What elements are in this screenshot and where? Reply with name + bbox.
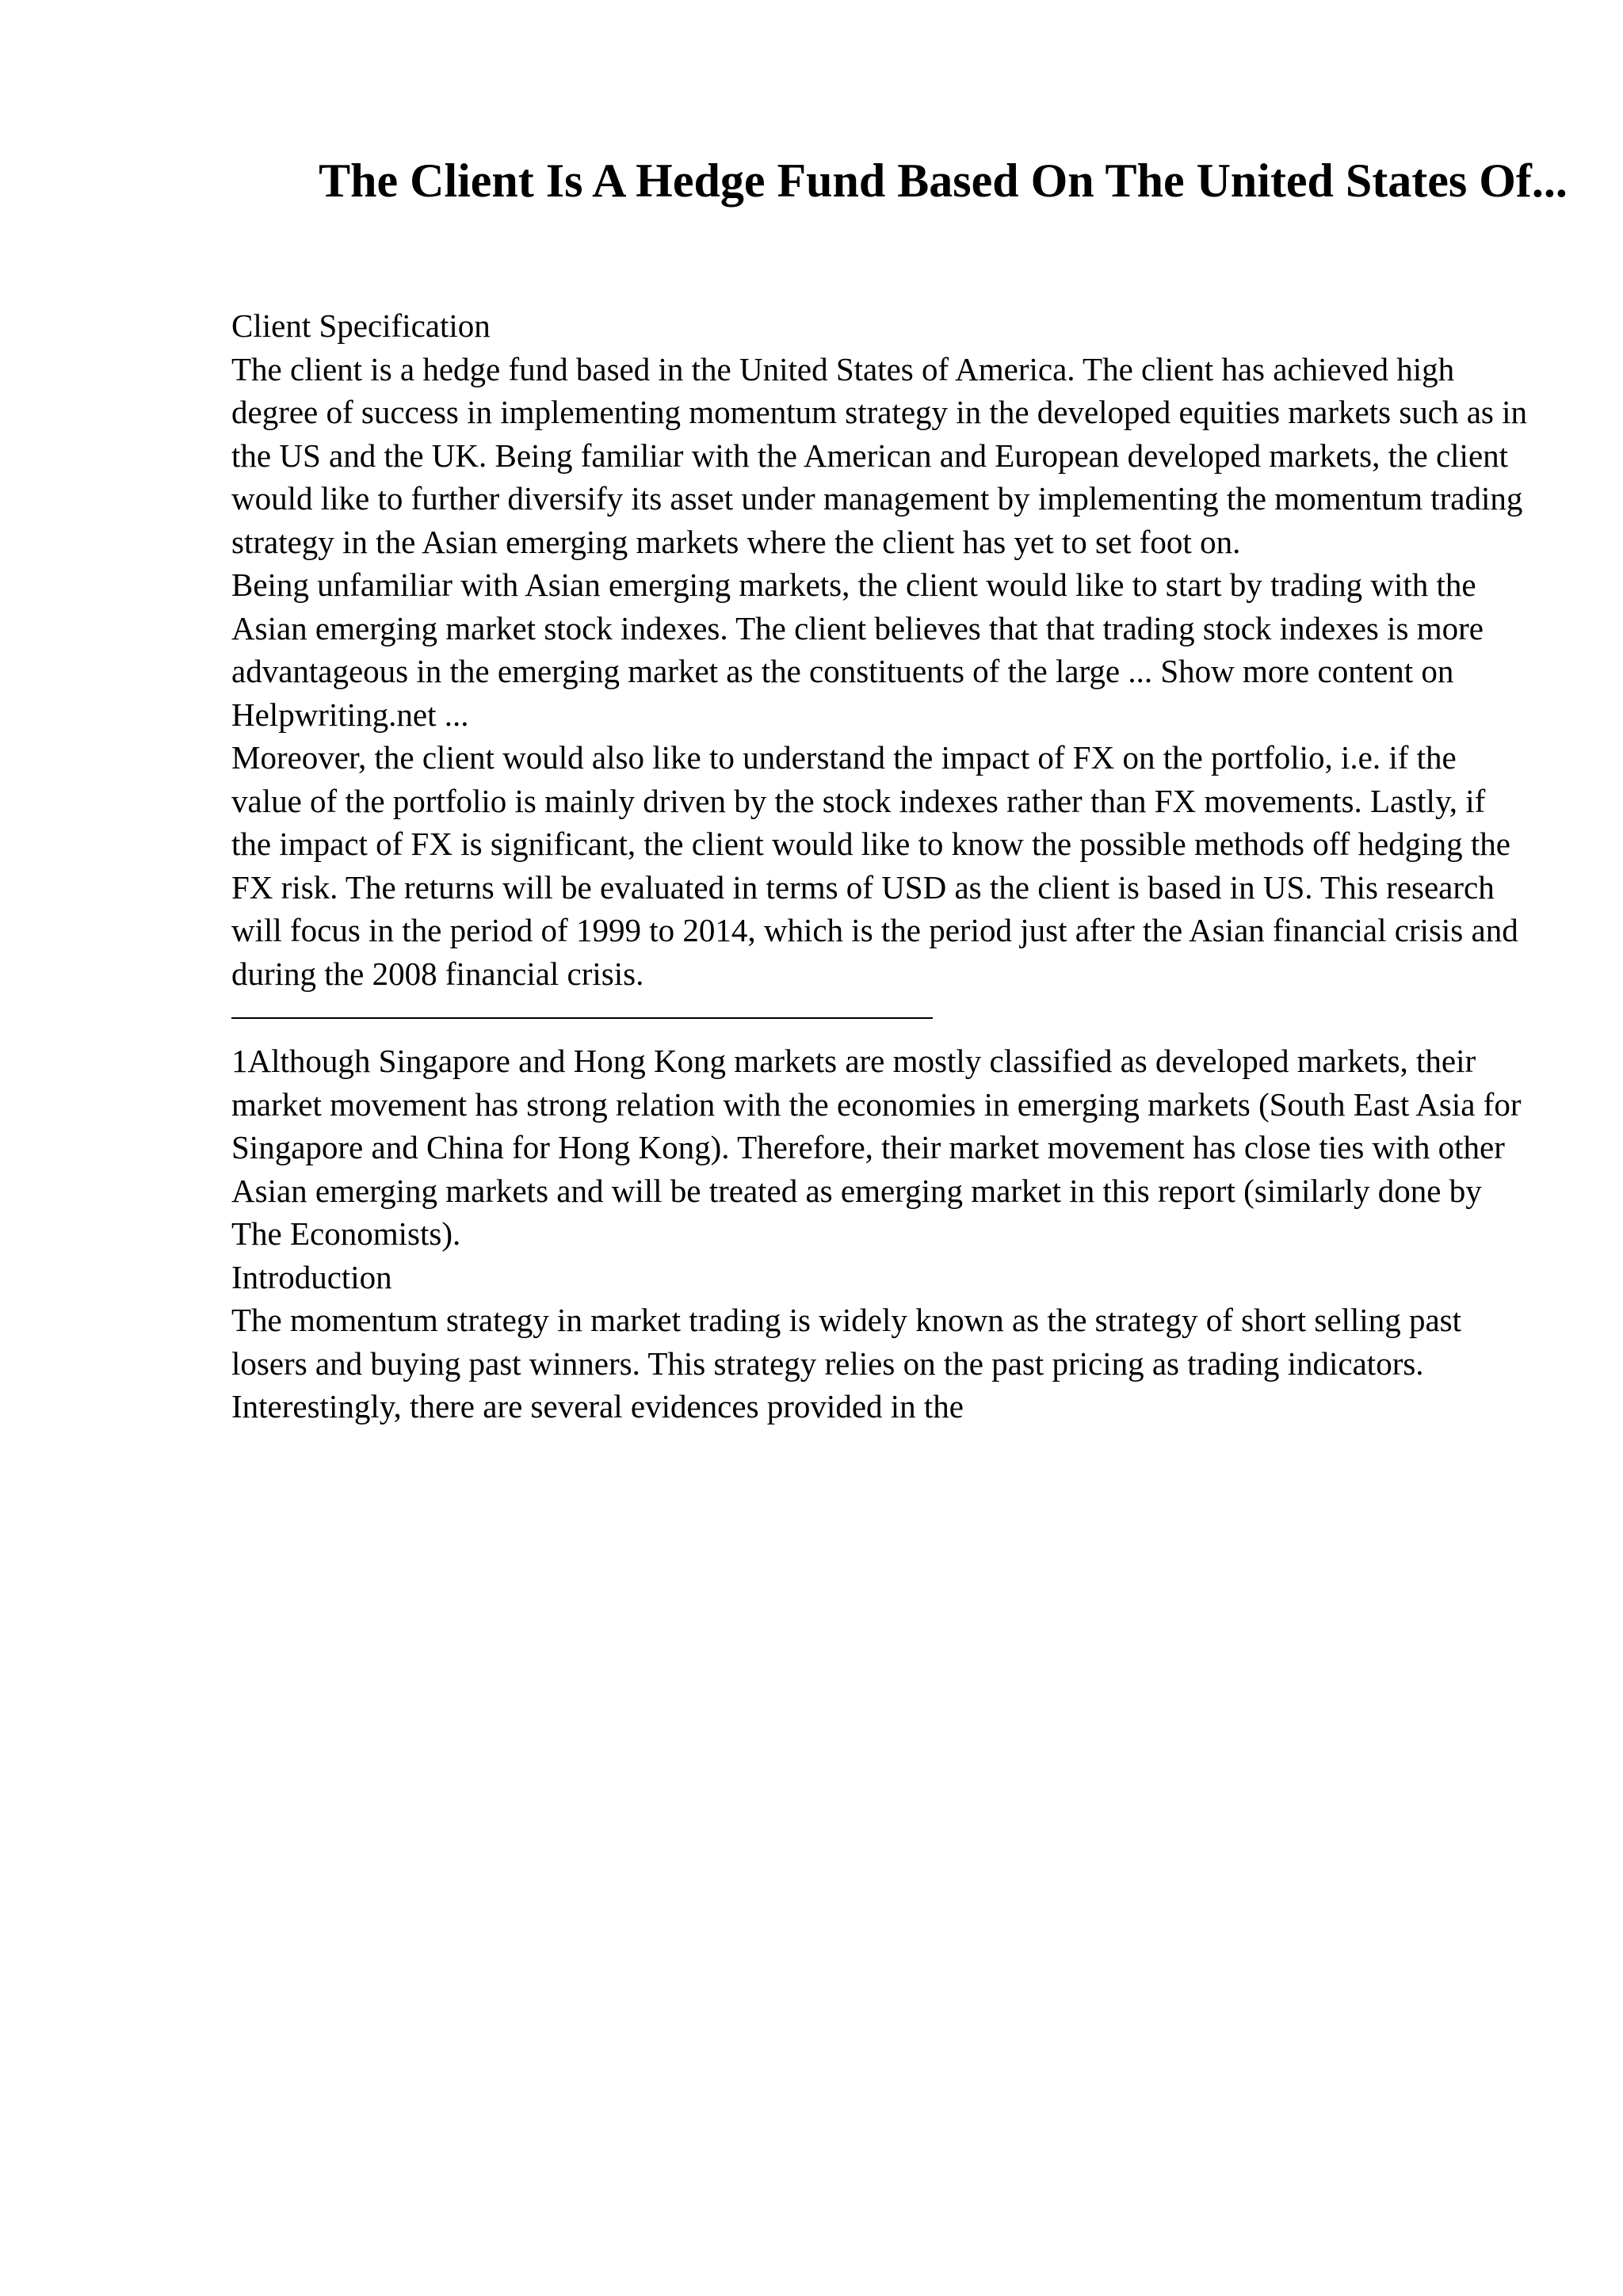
paragraph-fx-impact: Moreover, the client would also like to understand the impact of FX on the portfolio, i.e. if the value of the portfolio is mainly driven by the stock indexes rather than FX movements. Lastly, if the impact of FX is significant, the client would like to know the possible methods off hedging the FX risk. The returns will be evaluated in terms of USD as the client is based in US. This research will focus in the period of 1999 to 2014, which is the period just after the Asian financial crisis and during the 2008 financial crisis. [231, 739, 1518, 992]
paragraph-client-description: The client is a hedge fund based in the United States of America. The client has achieved high degree of success in implementing momentum strategy in the developed equities markets such as in the US and the UK. Being familiar with the American and European developed markets, the client would like to further diversify its asset under management by implementing the momentum trading strategy in the Asian emerging markets where the client has yet to set foot on. [231, 350, 1528, 560]
section-heading-client-specification: Client Specification [231, 307, 491, 344]
paragraph-momentum-strategy: The momentum strategy in market trading is widely known as the strategy of short selling past losers and buying past winners. This strategy relies on the past pricing as trading indicators. Interestingly, there are several evidences provided in the [231, 1302, 1461, 1425]
footnote-divider [231, 1017, 933, 1019]
document-body [231, 304, 1531, 1428]
section-heading-introduction: Introduction [231, 1258, 392, 1295]
footnote-text: 1Although Singapore and Hong Kong markets are mostly classified as developed markets, their market movement has strong relation with the economies in emerging markets (South East Asia for Singapore and China for Hong Kong). Therefore, their market movement has close ties with other Asian emerging markets and will be treated as emerging market in this report (similarly done by The Economists). [231, 1043, 1522, 1252]
document-title: The Client Is A Hedge Fund Based On The United States Of... [319, 154, 1568, 207]
paragraph-emerging-markets: Being unfamiliar with Asian emerging markets, the client would like to start by trading with the Asian emerging market stock indexes. The client believes that that trading stock indexes is more advantageous in the emerging market as the constituents of the large ... Show more content on Helpwriting.net ... [231, 566, 1484, 733]
